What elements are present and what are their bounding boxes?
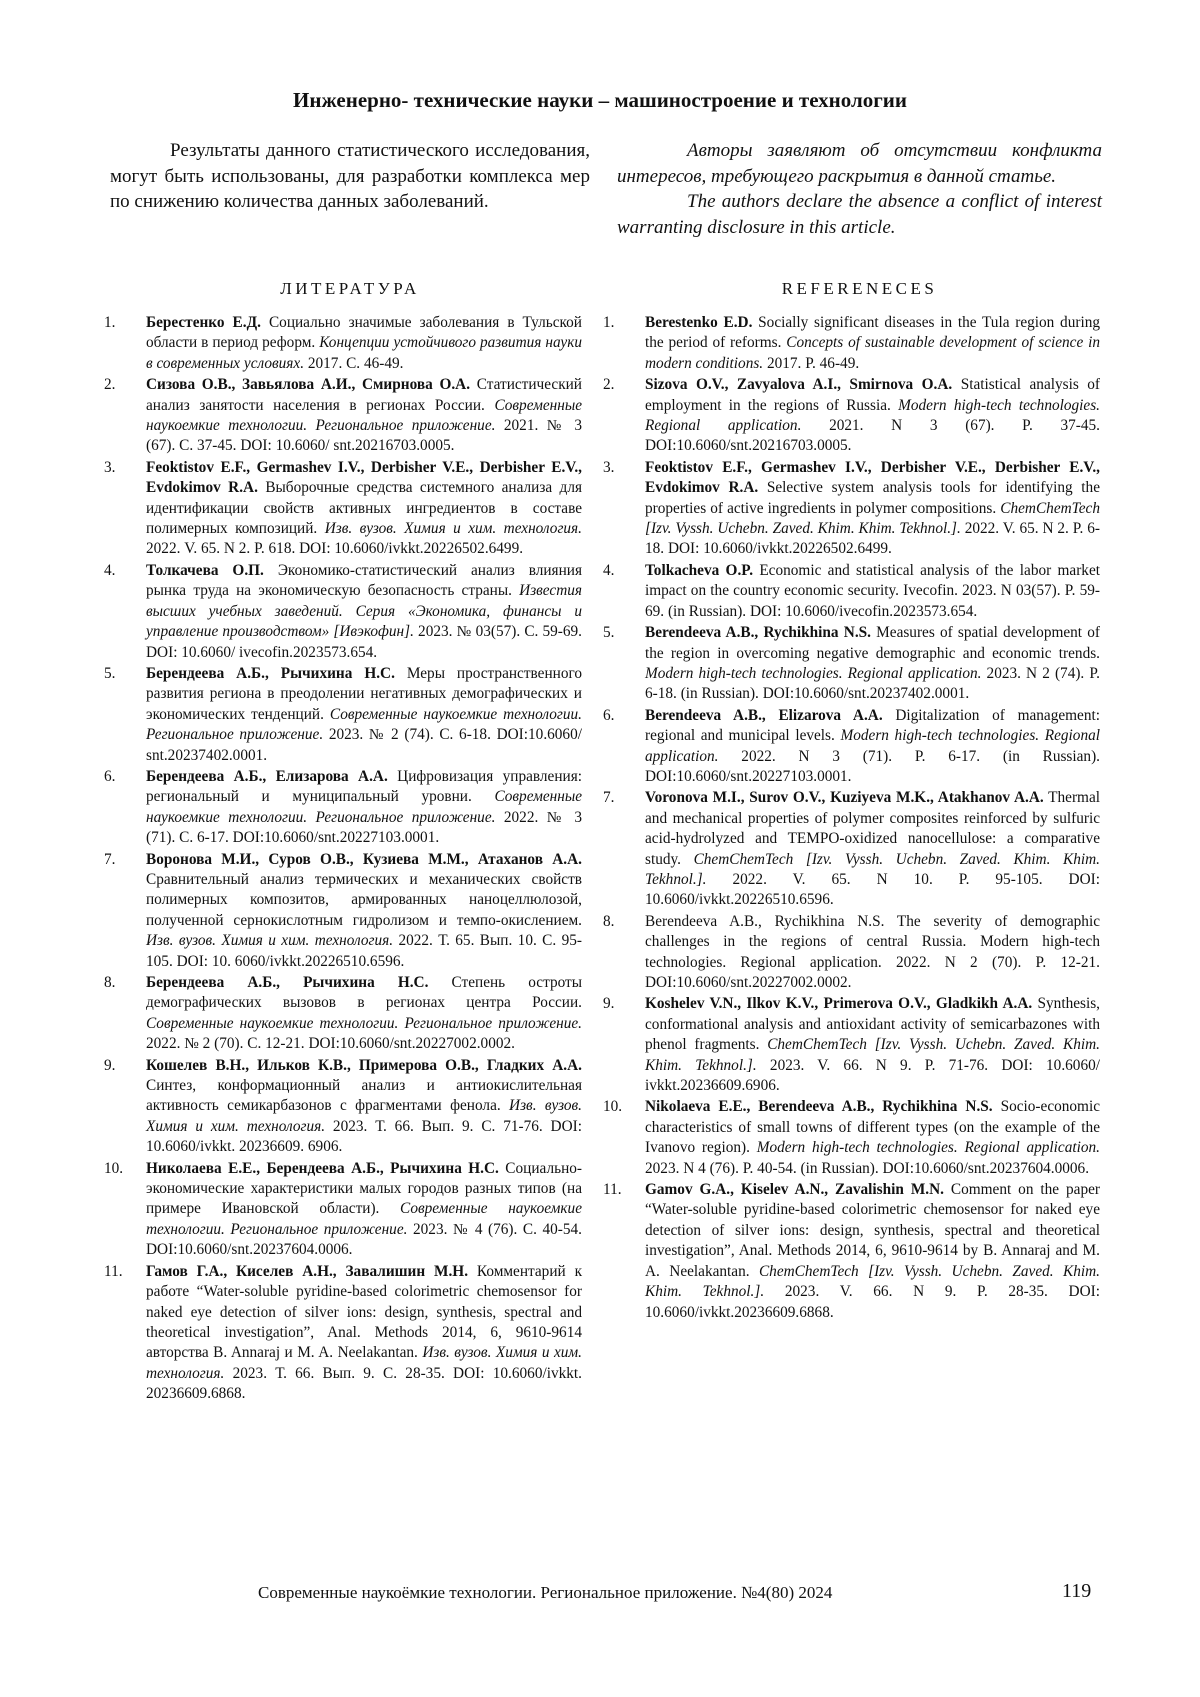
item-number: 3. (104, 458, 116, 476)
item-journal: ChemChemTech [Izv. Vyssh. Uchebn. Zaved. Khim. Khim. Tekhnol.]. (645, 499, 1100, 538)
item-journal: Modern high-tech technologies. Regional application. (645, 664, 982, 682)
item-details: 2023. № 2 (74). С. 6-18. DOI:10.6060/ snt.20237402.0001. (146, 726, 582, 764)
item-number: 9. (104, 1056, 116, 1074)
item-authors: Толкачева О.П. (146, 561, 264, 579)
item-title: Социально-экономические характеристики малых городов разных типов (на примере Ивановской области). (146, 1159, 582, 1218)
item-details: 2023. Т. 66. Вып. 9. С. 71-76. DOI: 10.6060/ivkkt. 20236609. 6906. (146, 1117, 582, 1156)
item-journal: Концепции устойчивого развития науки в современных условиях. (146, 334, 582, 372)
literature-item (104, 664, 582, 766)
item-journal: Изв. вузов. Химия и хим. технология. (146, 932, 394, 950)
reference-item (603, 458, 1100, 560)
reference-item (603, 1180, 1100, 1323)
item-details: 2022. V. 65. N 10. P. 95-105. DOI: 10.6060/ivkkt.20226510.6596. (645, 870, 1100, 909)
item-details: 2021. № 3 (67). С. 37-45. DOI: 10.6060/ snt.20216703.0005. (146, 417, 582, 455)
item-journal: Известия высших учебных заведений. Серия «Экономика, финансы и управление производством» [Ивэкофин]. (146, 582, 582, 641)
item-authors: Koshelev V.N., Ilkov K.V., Primerova O.V., Gladkikh A.A. (645, 995, 1033, 1013)
item-details: 2017. P. 46-49. (763, 354, 860, 372)
reference-item (603, 313, 1100, 374)
literature-item (104, 458, 582, 560)
literature-item (104, 1262, 582, 1405)
item-number: 7. (603, 789, 615, 807)
literature-item (104, 850, 582, 972)
item-number: 1. (603, 314, 615, 331)
item-title: Экономико-статистический анализ влияния рынка труда на экономическую безопасность страны. (146, 561, 582, 600)
item-journal: Изв. вузов. Химия и хим. технология. (146, 1344, 582, 1382)
reference-item (603, 1097, 1100, 1179)
item-title: Синтез, конформационный анализ и антиокислительная активность семикарбазонов с фрагментами фенола. (146, 1077, 582, 1115)
reference-item (603, 561, 1100, 622)
item-number: 10. (603, 1098, 623, 1116)
item-authors: Nikolaeva E.E., Berendeeva A.B., Rychikhina N.S. (645, 1098, 993, 1116)
item-details: 2023. N 2 (74). P. 6-18. (in Russian). DOI:10.6060/snt.20237402.0001. (645, 664, 1100, 703)
reference-item (603, 623, 1100, 705)
footer-journal: Современные наукоёмкие технологии. Региональное приложение. №4(80) 2024 (258, 1583, 833, 1602)
item-authors: Николаева Е.Е., Берендеева А.Б., Рычихина Н.С. (146, 1159, 499, 1177)
item-details: 2023. № 03(57). С. 59-69. DOI: 10.6060/ ivecofin.2023573.654. (146, 623, 583, 661)
literature-item (104, 561, 582, 663)
item-number: 3. (603, 458, 615, 476)
references-list (603, 313, 1100, 1324)
reference-item (603, 994, 1100, 1096)
item-title: Меры пространственного развития региона в преодолении негативных демографических и экономических тенденций. (146, 664, 583, 723)
item-authors: Гамов Г.А., Киселев А.Н., Завалишин М.Н. (146, 1262, 469, 1280)
item-journal: Современные наукоемкие технологии. Региональное приложение. (146, 396, 582, 435)
conflict-of-interest (617, 138, 1102, 240)
literature-item (104, 375, 582, 457)
item-details: 2021. N 3 (67). P. 37-45. DOI:10.6060/snt.20216703.0005. (645, 417, 1100, 455)
item-authors: Sizova O.V., Zavyalova A.I., Smirnova O.A. (645, 376, 953, 394)
item-title: Социально значимые заболевания в Тульской области в период реформ. (146, 314, 582, 352)
item-journal: ChemChemTech [Izv. Vyssh. Uchebn. Zaved. Khim. Khim. Tekhnol.]. (645, 1262, 1100, 1301)
item-journal: Изв. вузов. Химия и хим. технология. (324, 520, 582, 538)
item-authors: Berestenko E.D. (645, 314, 753, 331)
item-authors: Gamov G.A., Kiselev A.N., Zavalishin M.N. (645, 1181, 944, 1199)
item-authors: Берендеева А.Б., Рычихина Н.С. (146, 974, 429, 991)
item-authors: Берестенко Е.Д. (146, 314, 261, 331)
literature-item (104, 1159, 582, 1261)
item-journal: ChemChemTech [Izv. Vyssh. Uchebn. Zaved. Khim. Khim. Tekhnol.]. (645, 850, 1100, 888)
item-title: Сравнительный анализ термических и механических свойств полимерных композитов, армированных наноцеллюлозой, полученной сернокислотным гидролизом и темпо-окислением. (146, 870, 582, 929)
item-title: Socio-economic characteristics of small towns of different types (on the example of the Ivanovo region). (645, 1098, 1100, 1157)
item-title: Цифровизация управления: региональный и муниципальный уровни. (146, 767, 582, 806)
item-details: 2023. N 4 (76). P. 40-54. (in Russian). DOI:10.6060/snt.20237604.0006. (645, 1159, 1090, 1177)
item-title: Measures of spatial development of the region in overcoming negative demographic and economic trends. (645, 624, 1100, 662)
item-journal: Modern high-tech technologies. Regional application. (645, 396, 1100, 435)
item-number: 6. (104, 767, 116, 785)
item-details: 2022. V. 65. N 2. P. 6-18. DOI: 10.6060/ivkkt.20226502.6499. (645, 520, 1100, 558)
item-journal: Современные наукоемкие технологии. Региональное приложение. (146, 1014, 582, 1032)
item-number: 8. (603, 912, 615, 930)
item-number: 2. (603, 376, 615, 394)
item-details: 2023. V. 66. N 9. P. 28-35. DOI: 10.6060/ivkkt.20236609.6868. (645, 1283, 1100, 1321)
item-number: 9. (603, 995, 615, 1013)
literature-title: ЛИТЕРАТУРА (280, 279, 420, 298)
item-authors: Берендеева А.Б., Рычихина Н.С. (146, 664, 395, 682)
item-details: 2022. V. 65. N 2. P. 618. DOI: 10.6060/ivkkt.20226502.6499. (146, 540, 524, 558)
item-title: Statistical analysis of employment in the regions of Russia. (645, 376, 1101, 414)
item-number: 10. (104, 1159, 124, 1177)
item-number: 1. (104, 314, 116, 331)
reference-item (603, 912, 1100, 994)
item-number: 4. (104, 561, 116, 579)
item-number: 2. (104, 376, 116, 394)
item-authors: Tolkacheva O.P. (645, 561, 754, 579)
literature-list (104, 313, 582, 1406)
reference-item (603, 788, 1100, 910)
item-number: 6. (603, 706, 615, 724)
item-number: 11. (104, 1262, 123, 1280)
item-journal: Concepts of sustainable development of science in modern conditions. (645, 334, 1100, 372)
item-details: 2023. V. 66. N 9. P. 71-76. DOI: 10.6060/ ivkkt.20236609.6906. (645, 1056, 1100, 1095)
item-authors: Воронова М.И., Суров О.В., Кузиева М.М., Атаханов А.А. (146, 850, 582, 868)
item-title: Selective system analysis tools for identifying the properties of active ingredients in polymer compositions. (645, 479, 1100, 517)
item-title: Socially significant diseases in the Tula region during the period of reforms. (645, 314, 1100, 352)
item-title: Thermal and mechanical properties of polymer composites reinforced by sulfuric acid-hydrolyzed and TEMPO-oxidized nanocellulose: a comparative study. (645, 789, 1100, 868)
item-number: 7. (104, 850, 116, 868)
item-title: Digitalization of management: regional and municipal levels. (645, 706, 1100, 745)
item-title: Степень остроты демографических вызовов в регионах центра России. (146, 974, 583, 1012)
page-number: 119 (1062, 1580, 1092, 1602)
item-details: 2023. Т. 66. Вып. 9. С. 28-35. DOI: 10.6060/ivkkt. 20236609.6868. (146, 1364, 582, 1403)
item-title: Статистический анализ занятости населения в регионах России. (146, 376, 582, 414)
item-authors: Кошелев В.Н., Ильков К.В., Примерова О.В., Гладких А.А. (146, 1056, 582, 1074)
item-authors: Feoktistov E.F., Germashev I.V., Derbisher V.E., Derbisher E.V., Evdokimov R.A. (146, 458, 582, 497)
item-details: 2022. N 3 (71). P. 6-17. (in Russian). DOI:10.6060/snt.20227103.0001. (645, 747, 1100, 785)
reference-item (603, 375, 1100, 457)
literature-item (104, 973, 582, 1055)
item-details: 2017. С. 46-49. (304, 354, 404, 372)
item-details: 2022. № 3 (71). С. 6-17. DOI:10.6060/snt.20227103.0001. (146, 808, 582, 847)
item-authors: Berendeeva A.B., Elizarova A.A. (645, 706, 883, 724)
item-title: Comment on the paper “Water-soluble pyridine-based colorimetric chemosensor for naked eye detection of silver ions: design, synthesis, spectral and theoretical investigation”, Anal. Methods 2014, 6, 9610-9614 by B. Annaraj and M. A. Neelakantan. (645, 1181, 1100, 1280)
item-title: Berendeeva A.B., Rychikhina N.S. The severity of demographic challenges in the regions of central Russia. Modern high-tech technologies. Regional application. 2022. N 2 (70). P. 12-21. DOI:10.6060/snt.20227002.0002. (645, 912, 1100, 991)
item-journal: Modern high-tech technologies. Regional application. (645, 727, 1100, 765)
item-authors: Voronova M.I., Surov O.V., Kuziyeva M.K., Atakhanov A.A. (645, 789, 1044, 807)
item-number: 11. (603, 1181, 622, 1199)
item-journal: Изв. вузов. Химия и хим. технология. (146, 1097, 582, 1135)
item-details: 2022. Т. 65. Вып. 10. С. 95-105. DOI: 10. 6060/ivkkt.20226510.6596. (146, 932, 582, 970)
item-title: Выборочные средства системного анализа для идентификации свойств активных ингредиентов в составе полимерных композиций. (146, 479, 582, 538)
references-title: REFERENECES (781, 279, 938, 298)
literature-item (104, 1056, 582, 1158)
item-authors: Сизова О.В., Завьялова А.И., Смирнова О.А. (146, 376, 471, 394)
conflict-statement-en: The authors declare the absence a conflict of interest warranting disclosure in this article. (617, 191, 1102, 238)
item-authors: Feoktistov E.F., Germashev I.V., Derbisher V.E., Derbisher E.V., Evdokimov R.A. (645, 458, 1100, 497)
literature-item (104, 313, 582, 374)
literature-item (104, 767, 582, 849)
item-title: Economic and statistical analysis of the labor market impact on the country economic security. Ivecofin. 2023. N 03(57). P. 59-69. (in Russian). DOI: 10.6060/ivecofin.2023573.654. (645, 561, 1100, 620)
conclusion-paragraph: Результаты данного статистического исследования, могут быть использованы, для разработки комплекса мер по снижению количества данных заболеваний. (110, 140, 590, 212)
item-journal: Современные наукоемкие технологии. Региональное приложение. (146, 788, 582, 826)
item-number: 5. (104, 664, 116, 682)
item-number: 4. (603, 561, 615, 579)
item-journal: ChemChemTech [Izv. Vyssh. Uchebn. Zaved. Khim. Khim. Tekhnol.]. (645, 1036, 1100, 1074)
item-number: 5. (603, 624, 615, 642)
item-journal: Modern high-tech technologies. Regional application. (756, 1139, 1100, 1157)
page-header: Инженерно- технические науки – машиностроение и технологии (293, 88, 907, 112)
conflict-statement-ru: Авторы заявляют об отсутствии конфликта интересов, требующего раскрытия в данной статье. (617, 140, 1102, 187)
item-details: 2023. № 4 (76). С. 40-54. DOI:10.6060/snt.20237604.0006. (146, 1220, 582, 1259)
item-details: 2022. № 2 (70). С. 12-21. DOI:10.6060/snt.20227002.0002. (146, 1035, 515, 1053)
item-authors: Berendeeva A.B., Rychikhina N.S. (645, 624, 871, 642)
item-number: 8. (104, 974, 116, 991)
item-title: Комментарий к работе “Water-soluble pyridine-based colorimetric chemosensor for naked eye detection of silver ions: design, synthesis, spectral and theoretical investigation”, Anal. Methods 2014, 6, 9610-9614 авторства B. Annaraj и M. A. Neelakantan. (146, 1262, 582, 1362)
item-authors: Берендеева А.Б., Елизарова А.А. (146, 767, 388, 785)
reference-item (603, 706, 1100, 788)
item-title: Synthesis, conformational analysis and antioxidant activity of semicarbazones with phenol fragments. (645, 995, 1100, 1054)
item-journal: Современные наукоемкие технологии. Региональное приложение. (146, 705, 582, 744)
item-journal: Современные наукоемкие технологии. Региональное приложение. (146, 1200, 582, 1238)
